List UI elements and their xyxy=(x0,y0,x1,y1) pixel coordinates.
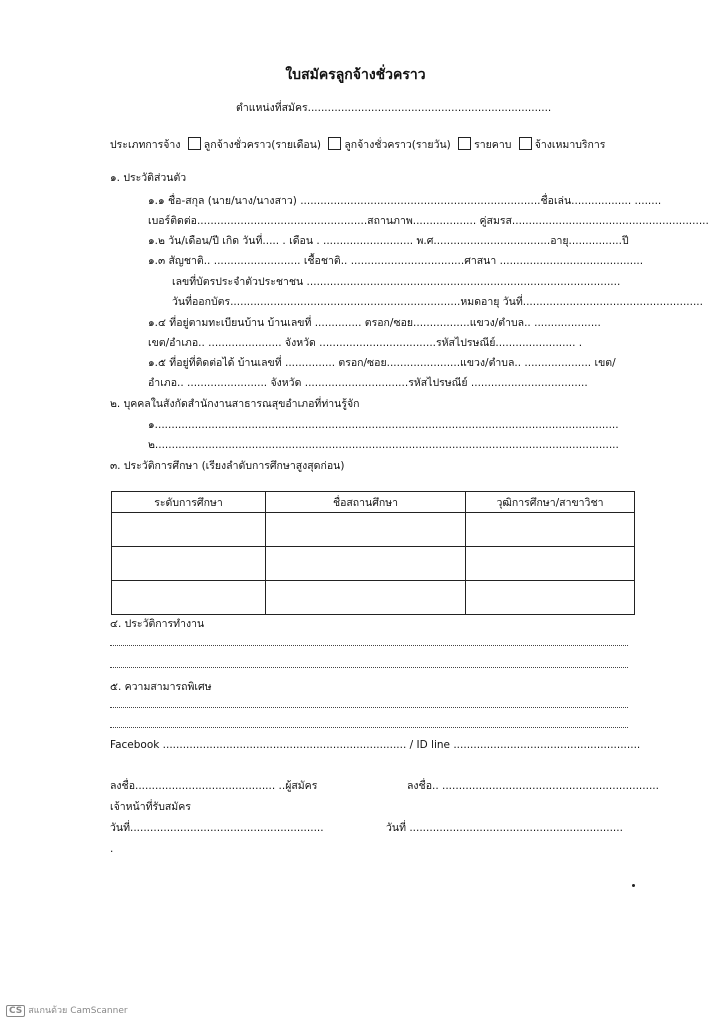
birthdate-line: ๑.๒ วัน/เดือน/ปี เกิด วันที่..... . เดือน . ........................... พ.ศ...................................อายุ................ปี xyxy=(148,235,629,247)
contact-district-line: อำเภอ.. ........................ จังหวัด ...............................รหัสไปรษณีย์ ................................... xyxy=(148,377,588,389)
table-cell[interactable] xyxy=(266,513,466,547)
date-right-line: วันที่ ................................................................ xyxy=(386,822,623,834)
registered-address-line: ๑.๔ ที่อยู่ตามทะเบียนบ้าน บ้านเลขที่ .............. ตรอก/ซอย.................แขวง/ตำบล.. .................... xyxy=(148,317,601,329)
watermark-text: สแกนด้วย CamScanner xyxy=(28,1006,128,1016)
known-person-2: ๒........................................................................................................................................... xyxy=(148,439,619,451)
table-cell[interactable] xyxy=(112,547,266,581)
table-cell[interactable] xyxy=(466,547,635,581)
employment-type-label: ประเภทการจ้าง xyxy=(110,139,181,151)
position-applied-line: ตำแหน่งที่สมัคร......................................................................... xyxy=(236,102,552,114)
phone-line: เบอร์ติดต่อ...................................................สถานภาพ................... คู่สมรส........................................................... xyxy=(148,215,709,227)
table-cell[interactable] xyxy=(266,547,466,581)
id-card-line: เลขที่บัตรประจำตัวประชาชน .............................................................................................. xyxy=(172,276,621,288)
section3-heading: ๓. ประวัติการศึกษา (เรียงลำดับการศึกษาสูงสุดก่อน) xyxy=(110,460,345,472)
nationality-line: ๑.๓ สัญชาติ.. .......................... เชื้อชาติ.. ..................................ศาสนา ........................................... xyxy=(148,255,644,267)
contact-address-line: ๑.๕ ที่อยู่ที่ติดต่อได้ บ้านเลขที่ ............... ตรอก/ซอย......................แขวง/ตำบล.. .................... เขต/ xyxy=(148,357,616,369)
checkbox-per-period[interactable] xyxy=(458,137,471,150)
name-line: ๑.๑ ชื่อ-สกุล (นาย/นาง/นางสาว) ........................................................................ชื่อเล่น.................. ........ xyxy=(148,195,662,207)
checkbox-contract[interactable] xyxy=(519,137,532,150)
table-row xyxy=(112,581,635,615)
checkbox-monthly[interactable] xyxy=(188,137,201,150)
option-per-period: รายคาบ xyxy=(474,139,512,151)
applicant-signature-line: ลงชื่อ.......................................... ..ผู้สมัคร xyxy=(110,780,318,792)
table-cell[interactable] xyxy=(466,581,635,615)
officer-signature-line: ลงชื่อ.. ................................................................. xyxy=(407,780,659,792)
section5-heading: ๕. ความสามารถพิเศษ xyxy=(110,681,212,693)
option-monthly: ลูกจ้างชั่วคราว(รายเดือน) xyxy=(203,139,322,151)
education-table xyxy=(111,491,635,615)
form-title: ใบสมัครลูกจ้างชั่วคราว xyxy=(285,67,426,83)
special-skills-line[interactable] xyxy=(110,727,628,728)
date-left-line: วันที่.......................................................... xyxy=(110,822,324,834)
checkbox-daily[interactable] xyxy=(328,137,341,150)
table-cell[interactable] xyxy=(266,581,466,615)
camscanner-logo-icon: CS xyxy=(6,1005,25,1017)
id-issue-line: วันที่ออกบัตร.....................................................................หมดอายุ วันที่...................................................... xyxy=(172,296,703,308)
col-education-level: ระดับการศึกษา xyxy=(112,492,266,513)
option-daily: ลูกจ้างชั่วคราว(รายวัน) xyxy=(344,139,451,151)
table-row xyxy=(112,513,635,547)
table-row xyxy=(112,547,635,581)
scanner-watermark xyxy=(6,1003,128,1017)
scan-speck xyxy=(632,884,635,887)
table-cell[interactable] xyxy=(466,513,635,547)
registered-district-line: เขต/อำเภอ.. ...................... จังหวัด ...................................รหัสไปรษณีย์........................ . xyxy=(148,337,583,349)
option-contract: จ้างเหมาบริการ xyxy=(534,139,606,151)
work-history-line[interactable] xyxy=(110,645,628,646)
col-degree-major: วุฒิการศึกษา/สาขาวิชา xyxy=(466,492,635,513)
table-cell[interactable] xyxy=(112,581,266,615)
section1-heading: ๑. ประวัติส่วนตัว xyxy=(110,172,187,184)
section4-heading: ๔. ประวัติการทำงาน xyxy=(110,618,205,630)
table-cell[interactable] xyxy=(112,513,266,547)
work-history-line[interactable] xyxy=(110,667,628,668)
table-header-row xyxy=(112,492,635,513)
employment-type-row xyxy=(110,137,605,152)
officer-title: เจ้าหน้าที่รับสมัคร xyxy=(110,801,191,813)
stray-mark: . xyxy=(110,843,114,855)
col-institution: ชื่อสถานศึกษา xyxy=(266,492,466,513)
facebook-id-line: Facebook ......................................................................... / ID line ........................................................ xyxy=(110,739,641,751)
section2-heading: ๒. บุคคลในสังกัดสำนักงานสาธารณสุขอำเภอที่ท่านรู้จัก xyxy=(110,398,360,410)
known-person-1: ๑........................................................................................................................................... xyxy=(148,419,619,431)
special-skills-line[interactable] xyxy=(110,707,628,708)
